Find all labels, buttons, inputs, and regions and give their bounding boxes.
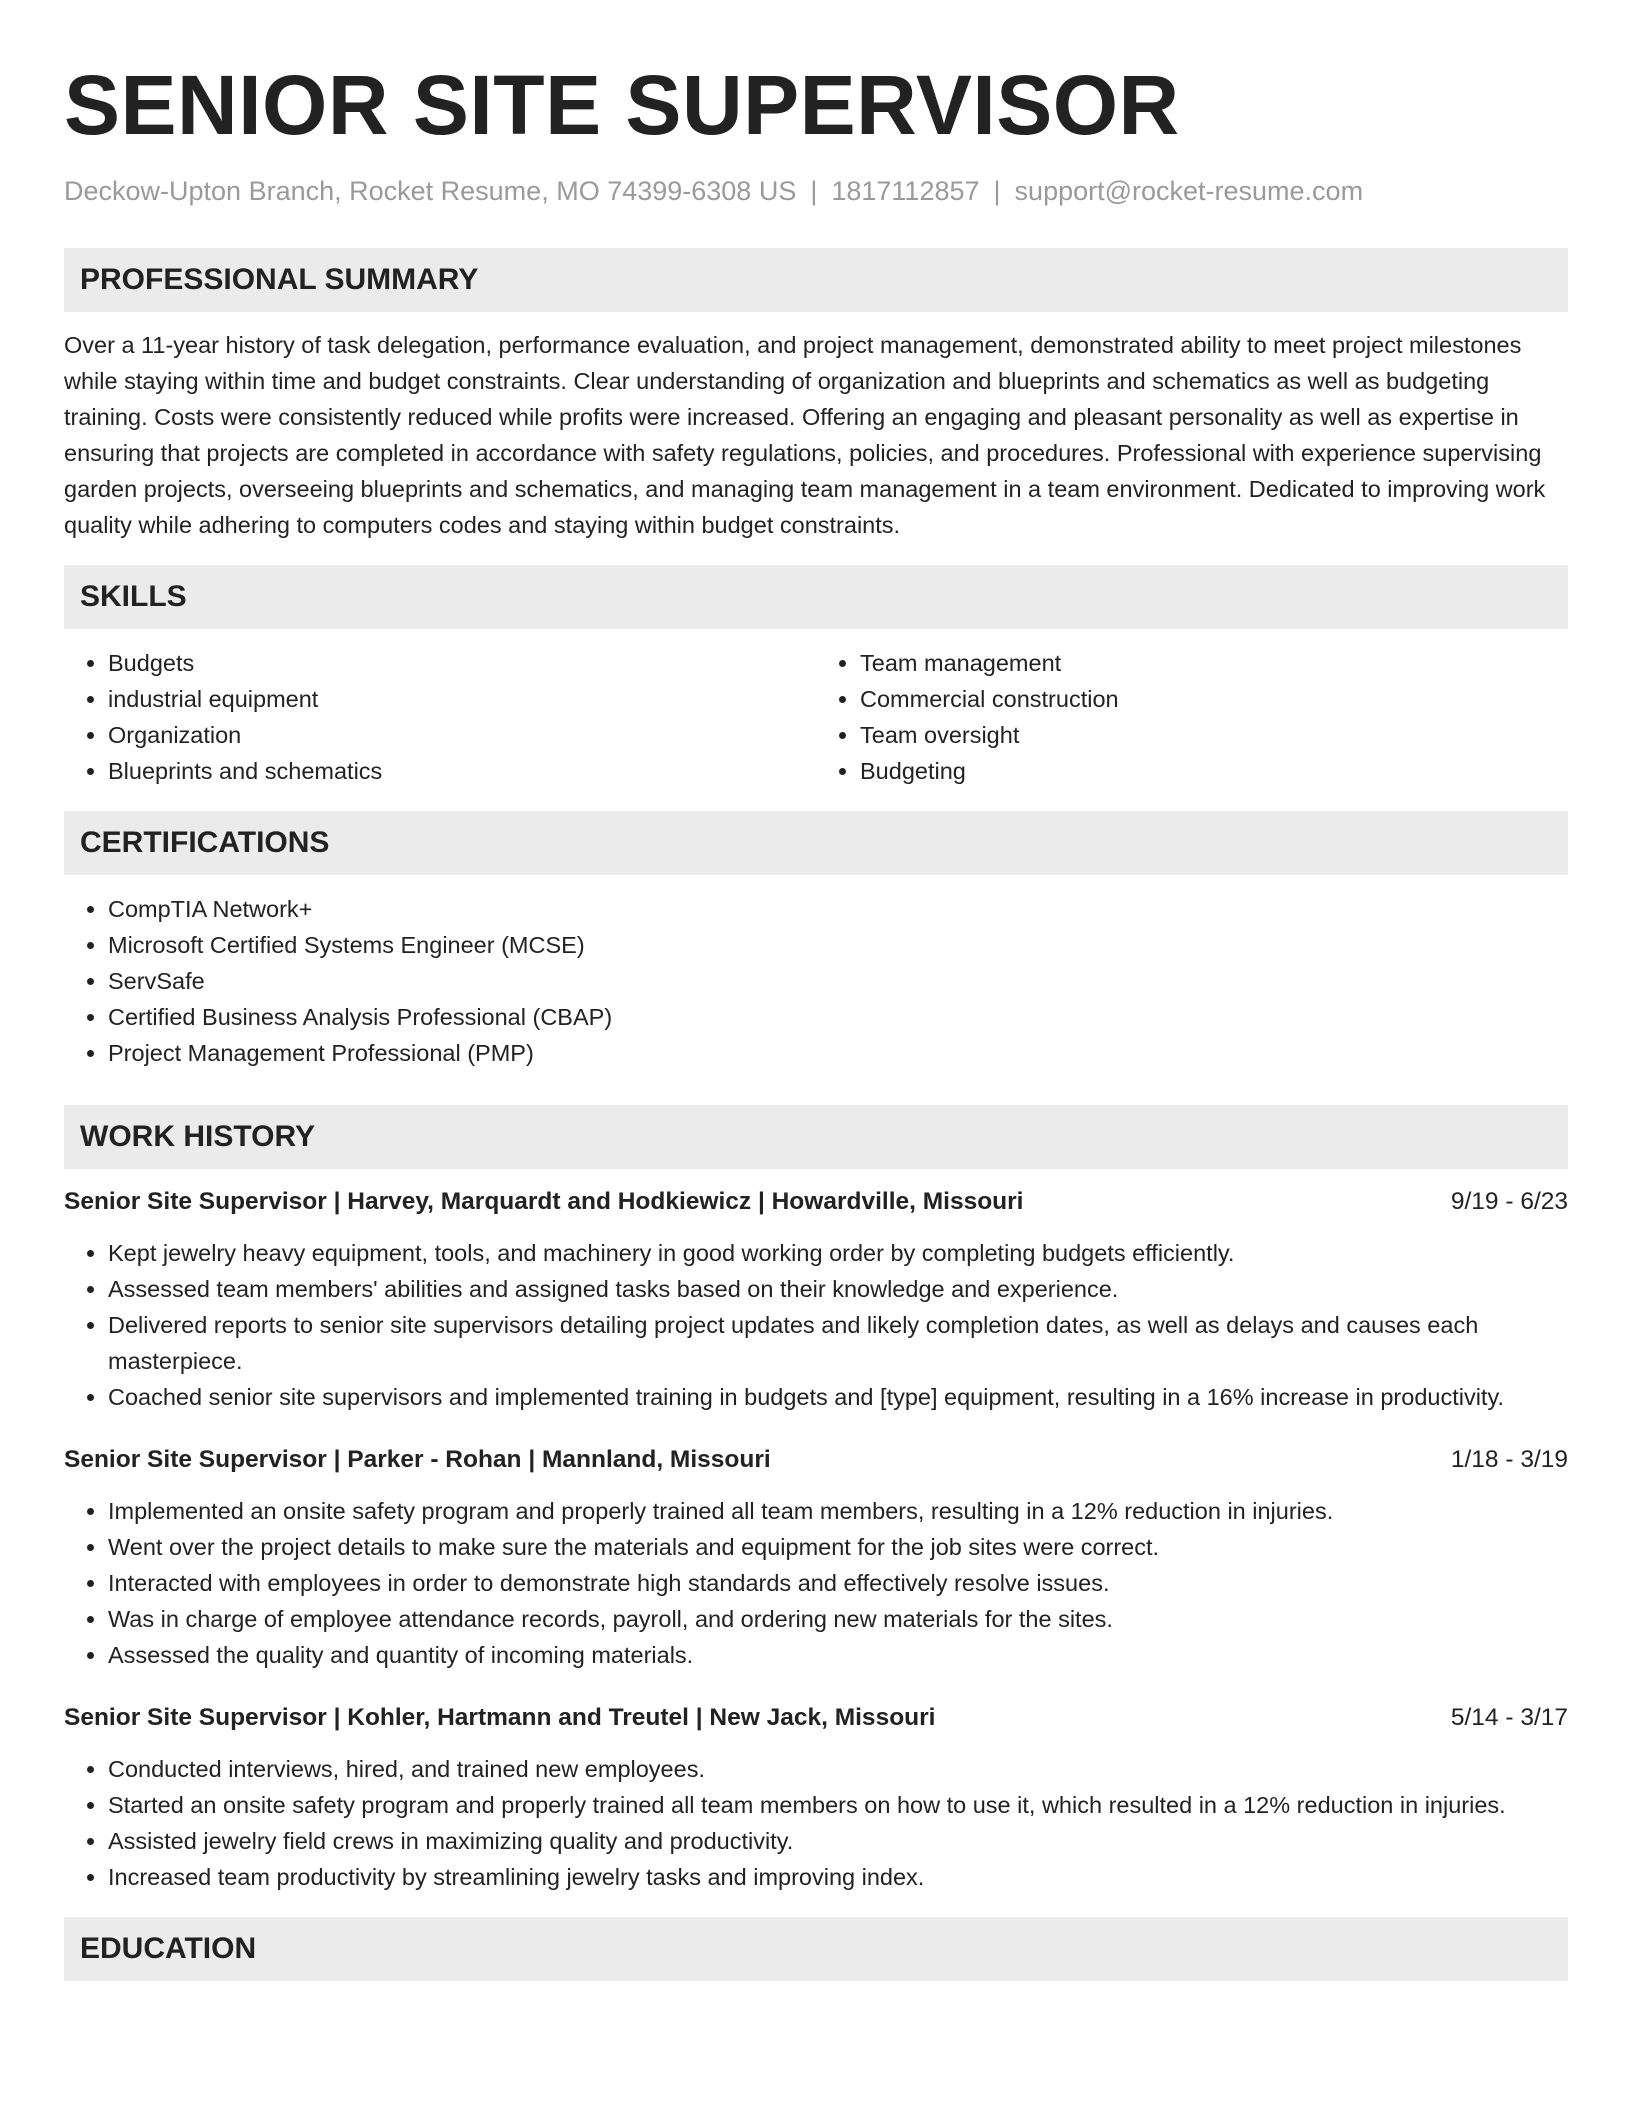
summary-section [64,248,1568,543]
contact-email: support@rocket-resume.com [1014,176,1364,206]
skills-list-right [816,645,1568,789]
job-entry [64,1443,1568,1673]
certification-item: • Microsoft Certified Systems Engineer (MCSE) [108,927,1568,963]
contact-separator: | [810,176,818,206]
certifications-list [64,891,1568,1071]
skill-item: • Budgets [108,645,816,681]
skills-heading: SKILLS [64,565,1568,629]
skill-item: • Organization [108,717,816,753]
education-heading: EDUCATION [64,1917,1568,1981]
job-dates: 9/19 - 6/23 [1450,1188,1568,1215]
job-bullet: • Was in charge of employee attendance records, payroll, and ordering new materials for the sites. [108,1601,1568,1637]
job-bullet: • Assisted jewelry field crews in maximizing quality and productivity. [108,1823,1568,1859]
job-title: Senior Site Supervisor | Harvey, Marquardt and Hodkiewicz | Howardville, Missouri [64,1188,1024,1215]
job-bullet: • Implemented an onsite safety program and properly trained all team members, resulting in a 12% reduction in injuries. [108,1493,1568,1529]
job-bullet: • Assessed team members' abilities and assigned tasks based on their knowledge and experience. [108,1271,1568,1307]
candidate-name: SENIOR SITE SUPERVISOR [64,58,1180,152]
job-title: Senior Site Supervisor | Parker - Rohan | Mannland, Missouri [64,1446,771,1473]
job-bullet: • Coached senior site supervisors and implemented training in budgets and [type] equipment, resulting in a 16% increase in productivity. [108,1379,1568,1415]
job-bullet: • Delivered reports to senior site supervisors detailing project updates and likely completion dates, as well as delays and causes each masterpiece. [108,1307,1568,1379]
skills-list-left [64,645,816,789]
job-bullet: • Interacted with employees in order to demonstrate high standards and effectively resolve issues. [108,1565,1568,1601]
contact-separator: | [993,176,1001,206]
job-bullets [64,1493,1568,1673]
job-bullets [64,1235,1568,1415]
certification-item: • Certified Business Analysis Professional (CBAP) [108,999,1568,1035]
job-title: Senior Site Supervisor | Kohler, Hartmann and Treutel | New Jack, Missouri [64,1704,936,1731]
job-bullet: • Conducted interviews, hired, and trained new employees. [108,1751,1568,1787]
certifications-heading: CERTIFICATIONS [64,811,1568,875]
job-bullet: • Assessed the quality and quantity of incoming materials. [108,1637,1568,1673]
skills-grid [64,629,1568,789]
work-history-heading: WORK HISTORY [64,1105,1568,1169]
skill-item: • Team management [860,645,1568,681]
job-header [64,1443,1568,1477]
skill-item: • Team oversight [860,717,1568,753]
contact-address: Deckow-Upton Branch, Rocket Resume, MO 74399-6308 US [64,176,797,206]
job-dates: 1/18 - 3/19 [1450,1446,1568,1473]
job-bullet: • Went over the project details to make sure the materials and equipment for the job sites were correct. [108,1529,1568,1565]
skill-item: • industrial equipment [108,681,816,717]
education-section [64,1917,1568,1981]
skill-item: • Commercial construction [860,681,1568,717]
job-entry [64,1701,1568,1895]
job-bullet: • Increased team productivity by streamlining jewelry tasks and improving index. [108,1859,1568,1895]
contact-phone: 1817112857 [831,176,980,206]
job-header [64,1185,1568,1219]
summary-heading: PROFESSIONAL SUMMARY [64,248,1568,312]
job-bullet: • Started an onsite safety program and properly trained all team members on how to use it, which resulted in a 12% reduction in injuries. [108,1787,1568,1823]
skill-item: • Budgeting [860,753,1568,789]
job-dates: 5/14 - 3/17 [1450,1704,1568,1731]
job-entry [64,1185,1568,1415]
skills-section [64,565,1568,789]
certification-item: • ServSafe [108,963,1568,999]
contact-line [64,174,1568,208]
job-header [64,1701,1568,1735]
certification-item: • Project Management Professional (PMP) [108,1035,1568,1071]
certification-item: • CompTIA Network+ [108,891,1568,927]
job-bullets [64,1751,1568,1895]
work-history-section [64,1105,1568,1895]
job-bullet: • Kept jewelry heavy equipment, tools, and machinery in good working order by completing budgets efficiently. [108,1235,1568,1271]
certifications-section [64,811,1568,1071]
skill-item: • Blueprints and schematics [108,753,816,789]
summary-text: Over a 11-year history of task delegation, performance evaluation, and project management, demonstrated ability to meet project milestones while staying within time and budget constraints. Clear understanding of organization and blueprints and schematics as well as budgeting training. Costs were consistently reduced while profits were increased. Offering an engaging and pleasant personality as well as expertise in ensuring that projects are completed in accordance with safety regulations, policies, and procedures. Professional with experience supervising garden projects, overseeing blueprints and schematics, and managing team management in a team environment. Dedicated to improving work quality while adhering to computers codes and staying within budget constraints. [64,332,1546,538]
